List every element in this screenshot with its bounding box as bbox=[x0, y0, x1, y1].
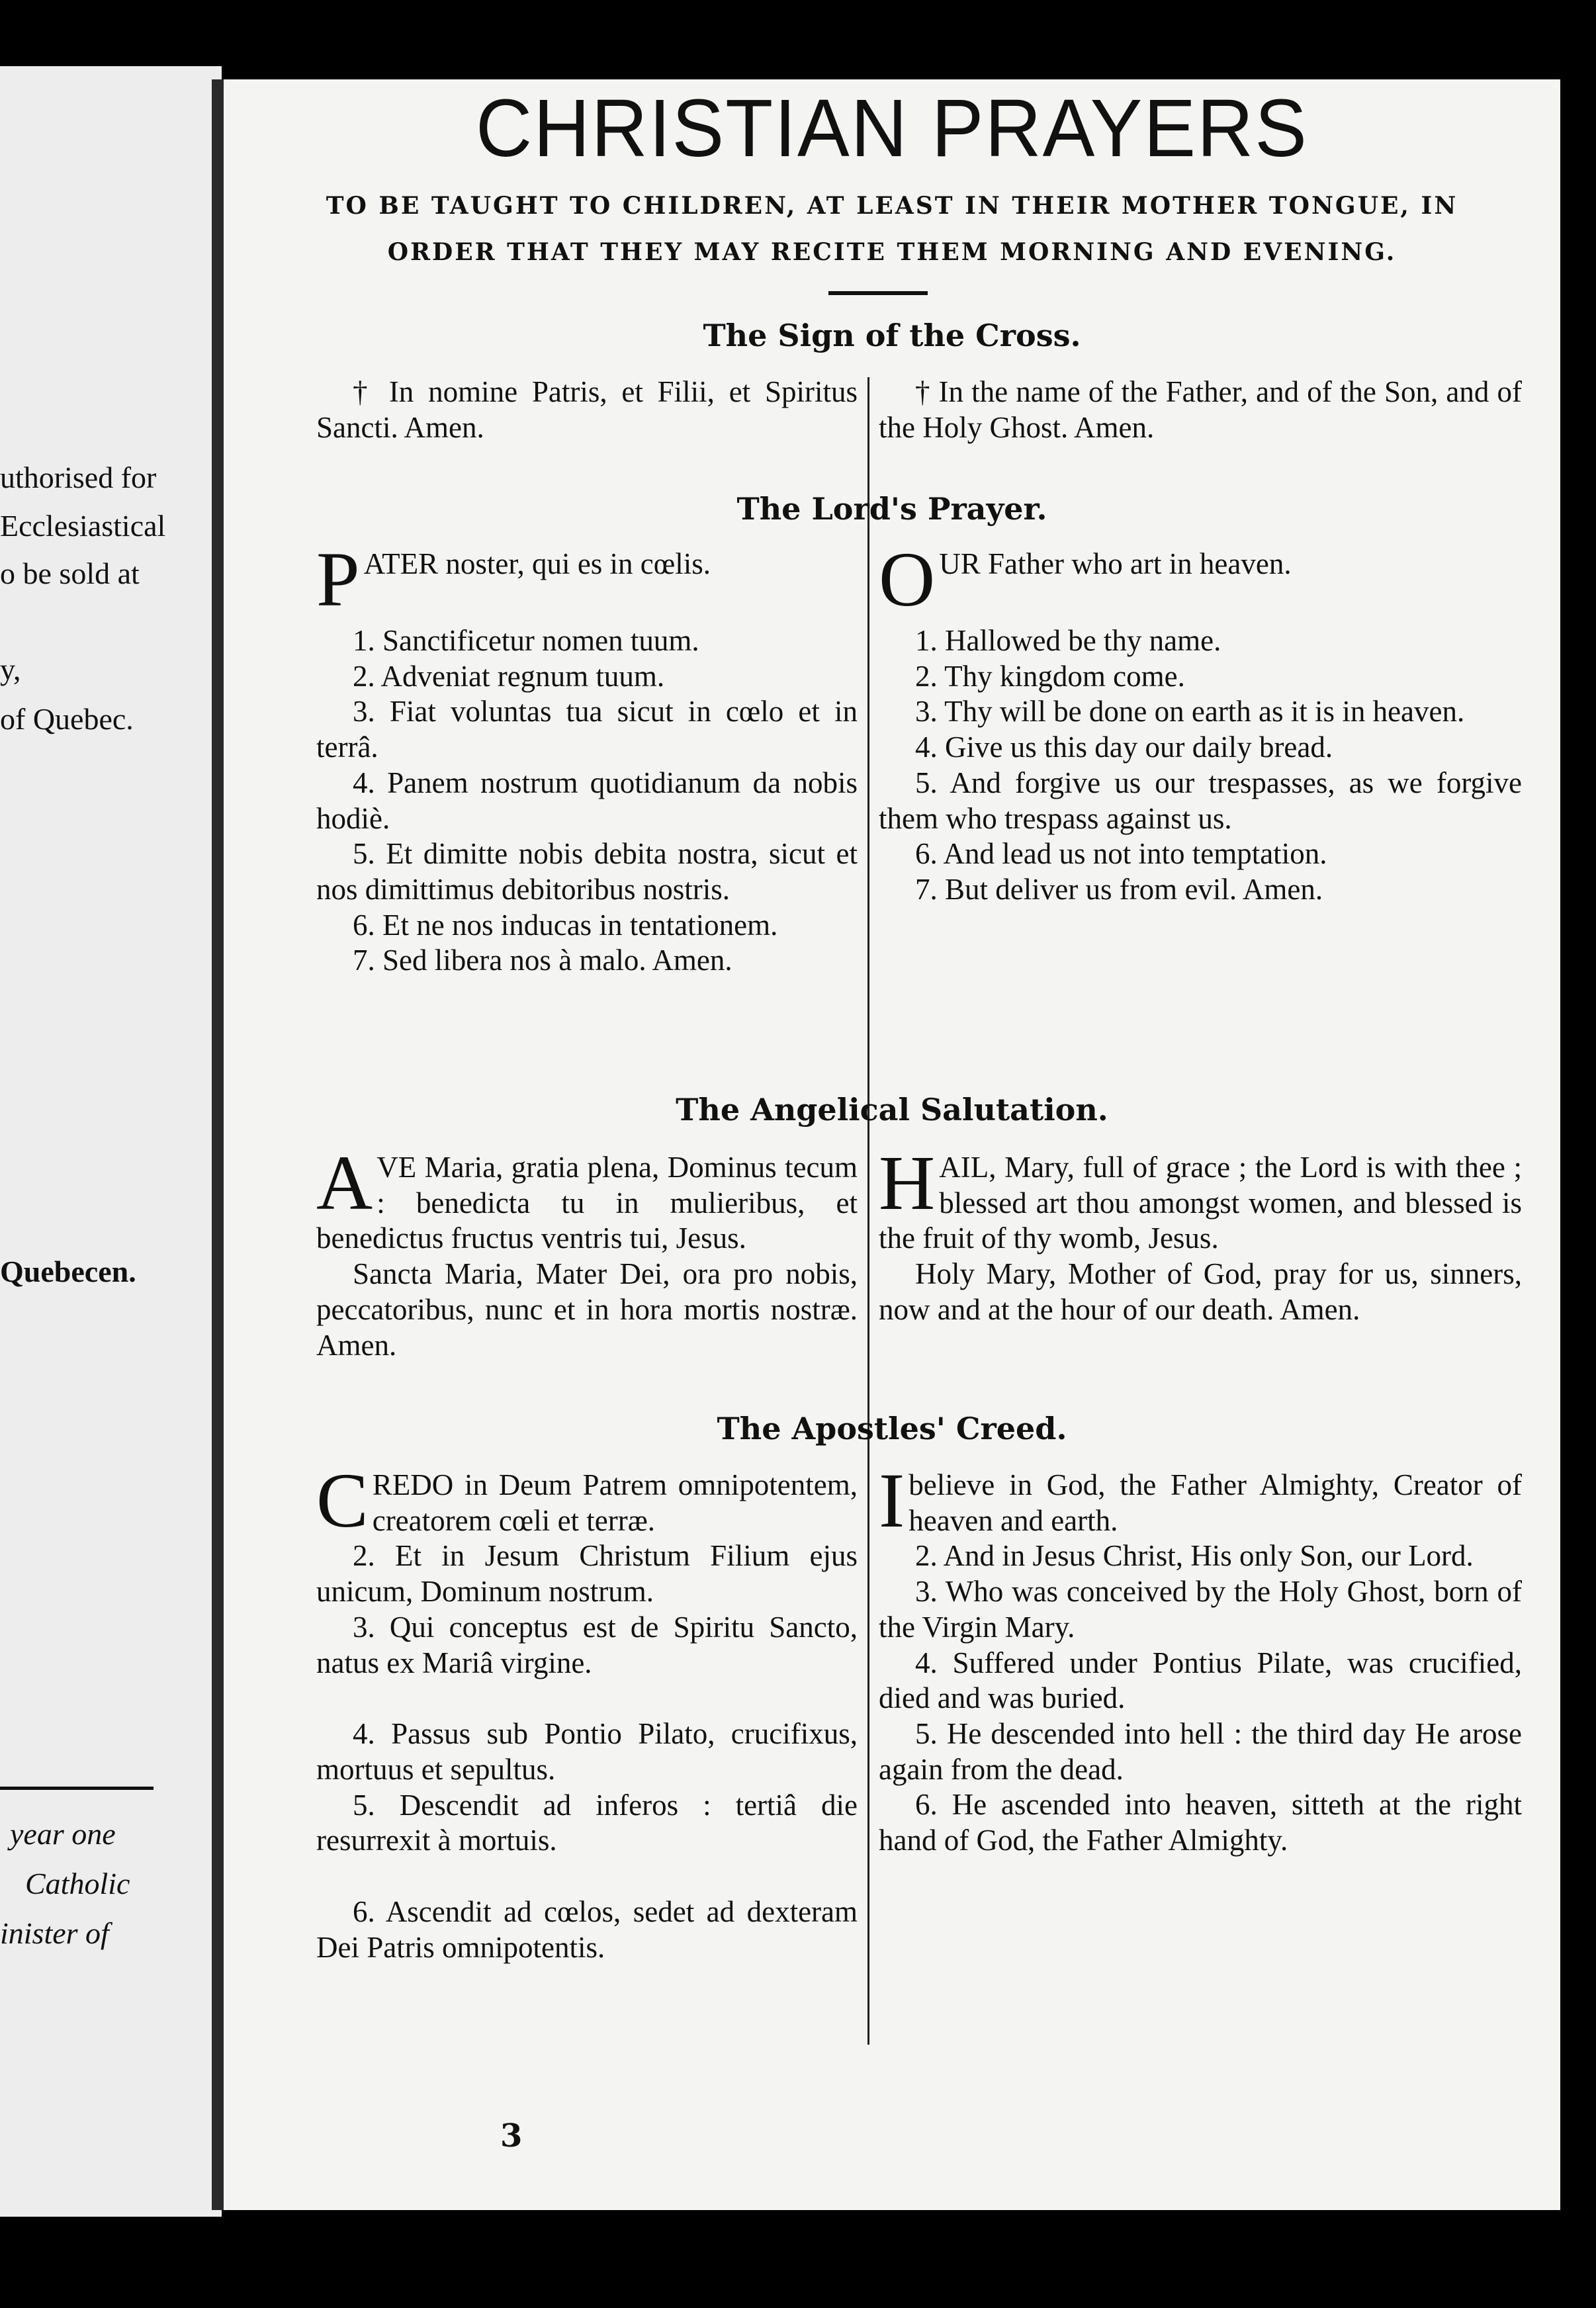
verse: 3. Thy will be done on earth as it is in heaven. bbox=[915, 695, 1465, 729]
column-rule bbox=[867, 546, 869, 1168]
sign-english-text: † In the name of the Father, and of the Son, and of the Holy Ghost. Amen. bbox=[879, 375, 1522, 444]
verse: 5. Et dimitte nobis debita nostra, sicut et nos dimittimus debitoribus nostris. bbox=[316, 837, 858, 906]
drop-cap: A bbox=[316, 1139, 373, 1226]
ornament-divider bbox=[828, 291, 928, 295]
heading-angelical-salutation: The Angelical Salutation. bbox=[676, 1092, 1108, 1128]
angelical-latin-first: VE Maria, gratia plena, Dominus tecum : benedicta tu in mulieribus, et benedictus fructus ventris tui, Jesus. bbox=[316, 1151, 858, 1255]
page-title: CHRISTIAN PRAYERS bbox=[476, 82, 1308, 175]
creed-latin-column bbox=[316, 1457, 858, 1965]
column-rule bbox=[867, 1462, 869, 2045]
drop-cap: H bbox=[879, 1139, 936, 1226]
verse: 3. Fiat voluntas tua sicut in cœlo et in terrâ. bbox=[316, 695, 858, 764]
creed-latin-first: REDO in Deum Patrem omnipotentem, creatorem cœli et terræ. bbox=[372, 1468, 858, 1537]
column-rule bbox=[867, 377, 869, 556]
verse: 7. But deliver us from evil. Amen. bbox=[915, 872, 1323, 906]
verse: 2. Thy kingdom come. bbox=[915, 659, 1185, 693]
verse: 1. Hallowed be thy name. bbox=[915, 624, 1221, 657]
lords-prayer-english-first: UR Father who art in heaven. bbox=[939, 547, 1292, 580]
main-page bbox=[224, 79, 1560, 2210]
verse: 5. Descendit ad inferos : tertiâ die resurrexit à mortuis. bbox=[316, 1788, 858, 1857]
verse: Sancta Maria, Mater Dei, ora pro nobis, peccatoribus, nunc et in hora mortis nostræ. Amen. bbox=[316, 1257, 858, 1362]
sign-latin-text: † In nomine Patris, et Filii, et Spiritus Sancti. Amen. bbox=[316, 375, 858, 444]
verse: 5. He descended into hell : the third day He arose again from the dead. bbox=[879, 1716, 1522, 1786]
verse: 4. Passus sub Pontio Pilato, crucifixus, mortuus et sepultus. bbox=[316, 1717, 858, 1786]
verse: 1. Sanctificetur nomen tuum. bbox=[353, 624, 699, 657]
verse: 6. He ascended into heaven, sitteth at the right hand of God, the Father Almighty. bbox=[879, 1788, 1522, 1857]
verse: 2. Et in Jesum Christum Filium ejus unicum, Dominum nostrum. bbox=[316, 1539, 858, 1609]
verse: 4. Panem nostrum quotidianum da nobis hodiè. bbox=[316, 766, 858, 835]
left-page-line: Quebecen. bbox=[0, 1255, 136, 1288]
verse: 4. Give us this day our daily bread. bbox=[915, 731, 1333, 764]
verse: 2. Adveniat regnum tuum. bbox=[353, 659, 665, 693]
drop-cap: I bbox=[879, 1457, 905, 1544]
subtitle-line-1: TO BE TAUGHT TO CHILDREN, AT LEAST IN THEIR MOTHER TONGUE, IN bbox=[326, 192, 1458, 220]
lords-prayer-latin-column bbox=[316, 536, 858, 979]
drop-cap: P bbox=[316, 536, 360, 623]
left-page-line: of Quebec. bbox=[0, 702, 134, 736]
verse: 3. Who was conceived by the Holy Ghost, born of the Virgin Mary. bbox=[879, 1575, 1522, 1644]
lords-prayer-english-column bbox=[879, 536, 1522, 908]
left-page-line: y, bbox=[0, 652, 21, 686]
creed-english-column bbox=[879, 1457, 1522, 1859]
left-page-line: uthorised for bbox=[0, 461, 157, 494]
drop-cap: C bbox=[316, 1457, 369, 1544]
verse: 6. And lead us not into temptation. bbox=[915, 837, 1327, 871]
sign-latin-column bbox=[316, 375, 858, 445]
verse: 6. Et ne nos inducas in tentationem. bbox=[353, 908, 778, 942]
left-page-line: o be sold at bbox=[0, 556, 140, 590]
lords-prayer-latin-first: ATER noster, qui es in cœlis. bbox=[363, 547, 711, 580]
left-facing-page bbox=[0, 66, 222, 2217]
verse: 4. Suffered under Pontius Pilate, was crucified, died and was buried. bbox=[879, 1646, 1522, 1715]
subtitle-line-2: ORDER THAT THEY MAY RECITE THEM MORNING AND EVENING. bbox=[387, 238, 1397, 266]
left-page-line: inister of bbox=[0, 1916, 109, 1950]
left-page-line: Catholic bbox=[25, 1867, 130, 1900]
angelical-english-first: AIL, Mary, full of grace ; the Lord is with thee ; blessed art thou amongst women, and blessed is the fruit of thy womb, Jesus. bbox=[879, 1151, 1522, 1255]
left-page-line: year one bbox=[10, 1817, 116, 1851]
heading-sign-of-cross: The Sign of the Cross. bbox=[703, 318, 1081, 353]
verse: 3. Qui conceptus est de Spiritu Sancto, natus ex Mariâ virgine. bbox=[316, 1610, 858, 1679]
verse: 2. And in Jesus Christ, His only Son, our Lord. bbox=[915, 1539, 1474, 1573]
verse: Holy Mary, Mother of God, pray for us, sinners, now and at the hour of our death. Amen. bbox=[879, 1257, 1522, 1326]
verse: 7. Sed libera nos à malo. Amen. bbox=[353, 944, 732, 977]
heading-lords-prayer: The Lord's Prayer. bbox=[736, 491, 1047, 527]
book-gutter bbox=[212, 79, 224, 2210]
page-number: 3 bbox=[500, 2117, 523, 2154]
creed-english-first: believe in God, the Father Almighty, Creator of heaven and earth. bbox=[909, 1468, 1522, 1537]
left-page-line: Ecclesiastical bbox=[0, 509, 166, 543]
drop-cap: O bbox=[879, 536, 936, 623]
angelical-english-column bbox=[879, 1139, 1522, 1328]
verse: 5. And forgive us our trespasses, as we forgive them who trespass against us. bbox=[879, 766, 1522, 835]
left-page-rule bbox=[0, 1787, 154, 1790]
verse: 6. Ascendit ad cœlos, sedet ad dexteram Dei Patris omnipotentis. bbox=[316, 1895, 858, 1964]
angelical-latin-column bbox=[316, 1139, 858, 1363]
sign-english-column bbox=[879, 375, 1522, 445]
heading-apostles-creed: The Apostles' Creed. bbox=[717, 1411, 1067, 1446]
